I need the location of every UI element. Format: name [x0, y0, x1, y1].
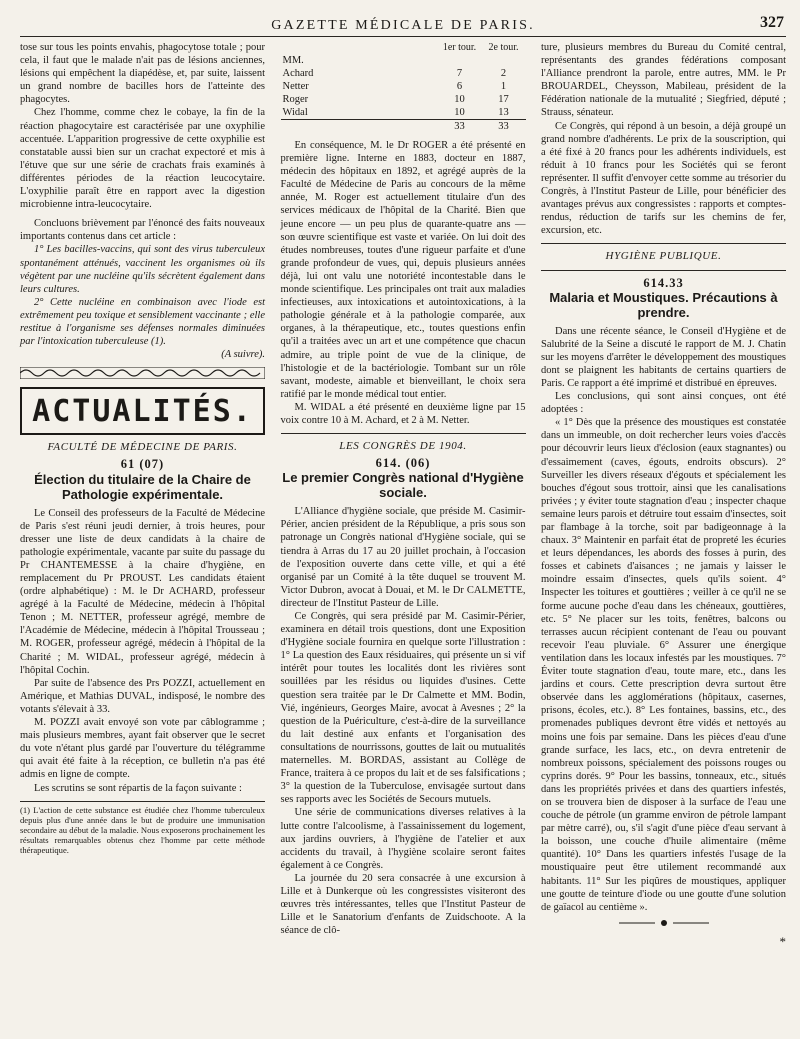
article-number: 61 (07): [120, 457, 165, 472]
ornament-band-icon: [20, 367, 265, 379]
column-left: [20, 41, 265, 948]
vote-total: 33: [482, 120, 526, 134]
divider: [541, 270, 786, 271]
column-header: 2e tour.: [488, 42, 519, 53]
vote-count: 2: [500, 68, 507, 79]
table-row: [281, 67, 526, 80]
table-row: [281, 80, 526, 93]
section-heading: HYGIÈNE PUBLIQUE.: [605, 250, 722, 263]
paragraph: La journée du 20 sera consacrée à une excursion à Lille et à Dunkerque où les congressistes visiteront des œuvres très intéressantes, telles que l'Institut Pasteur de Lille et le Sanatorium d'enfants de Zuidschoote. A la séance de clô-: [280, 872, 526, 937]
paragraph: M. WIDAL a été présenté en deuxième ligne par 15 voix contre 10 à M. Achard, et 2 à M. Netter.: [280, 401, 526, 426]
paragraph: Ce Congrès, qui répond à un besoin, a déjà groupé un grand nombre d'adhérents. Le prix de la souscription, qui a été fixé à 20 francs pour les adhérents individuels, est réduit à 10 francs pour les Sociétés qui se feront représenter. Il suffit d'envoyer cette somme au trésorier du Congrès, à l'Institut Pasteur de Lille, pour bénéficier des avantages prévus aux congressistes : rapports et comptes-rendus, réduction de tarifs sur les chemins de fer, excursion, etc.: [541, 120, 786, 237]
paragraph: ture, plusieurs membres du Bureau du Comité central, représentants des grandes fédérations composant l'Alliance prendront la parole, entre autres, MM. le Pr BROUARDEL, Cheysson, Mabileau, président de la Fédération nationale de la mutualité ; Siegfried, député ; Strauss, sénateur.: [541, 42, 786, 119]
star-mark: *: [779, 933, 786, 949]
paragraph: 1° Les bacilles-vaccins, qui sont des virus tuberculeux spontanément atténués, vaccinent les organismes où ils végètent par une nucléine qu'ils sécrètent également dans leurs cultures.: [20, 244, 265, 295]
vote-count: 13: [498, 107, 509, 118]
paragraph: Une série de communications diverses relatives à la lutte contre l'alcoolisme, à l'assainissement du logement, aux jardins ouvriers, à l'hygiène de l'atelier et aux accidents du travail, à l'hygiène scolaire seront faites également à ce Congrès.: [280, 807, 526, 871]
section-heading: FACULTÉ DE MÉDECINE DE PARIS.: [47, 441, 238, 454]
paragraph: tose sur tous les points envahis, phagocytose totale ; pour cela, il faut que le malade n'ait pas de lésions anciennes, lésions qui empêchent la diapédèse, et, par suite, laissent un grand nombre de bacilles hors de l'atteinte des phagocytes.: [20, 42, 265, 106]
candidate-name: Widal: [282, 107, 308, 118]
vote-count: 10: [454, 94, 465, 105]
journal-title: GAZETTE MÉDICALE DE PARIS.: [271, 18, 535, 33]
continued-note: (A suivre).: [221, 349, 265, 361]
column-middle: [281, 41, 526, 948]
vote-table-header: [281, 41, 526, 54]
paragraph: M. POZZI avait envoyé son vote par câblogramme ; mais plusieurs membres, ayant fait observer que le secret du vote n'étant plus gardé par l'ouverture du télégramme qui avait été faite à la réception, ce bulletin n'a pas été admis en ligne de compte.: [20, 717, 265, 781]
table-row: [281, 54, 526, 67]
vote-count: 1: [500, 81, 507, 92]
candidate-name: Netter: [282, 81, 309, 92]
paragraph: 2° Cette nucléine en combinaison avec l'iode est extrêmement peu toxique et sensiblement vaccinante ; elle restitue à l'organisme ses défenses normales diminuées par l'intoxication tuberculeuse (1).: [20, 296, 265, 348]
divider: [541, 243, 786, 244]
vote-count: [438, 54, 482, 67]
paragraph: Concluons brièvement par l'énoncé des faits nouveaux importants contenus dans cet article :: [20, 218, 265, 243]
article-title: Malaria et Moustiques. Précautions à prendre.: [549, 289, 778, 320]
table-row: [281, 106, 526, 120]
article-number: 614.33: [643, 275, 684, 290]
footnote-text: (1) L'action de cette substance est étudiée chez l'homme tuberculeux depuis plus d'une année dans le but de produire une immunisation secondaire au début de la maladie. Nous exposerons prochainement les résultats remarquables obtenus chez l'homme par cette méthode thérapeutique.: [20, 804, 265, 856]
paragraph: L'Alliance d'hygiène sociale, que préside M. Casimir-Périer, ancien président de la République, a pris sous son patronage un Congrès national d'Hygiène sociale, qui se tiendra à Arras du 17 au 20 juillet prochain, à l'occasion de l'exposition ouverte dans cette ville, et qui a été organisé par un Comité à la tête duquel se trouvent M. Victor Dubron, avocat à Douai, et M. le Dr CALMETTE, directeur de l'Institut Pasteur de Lille.: [280, 506, 526, 609]
column-header: 1er tour.: [442, 42, 477, 53]
vote-count: 10: [454, 107, 465, 118]
paragraph: Dans une récente séance, le Conseil d'Hygiène et de Salubrité de la Seine a discuté le rapport de M. J. Chatin sur les moyens d'arrêter le développement des moustiques dont se plaignent les habitants de certains quartiers de Paris. Ce rapport a été imprimé et distribué en épreuves.: [541, 325, 786, 389]
vote-count: [482, 54, 526, 67]
vote-table: [281, 41, 526, 133]
vote-total: 33: [438, 120, 482, 134]
paragraph: Le Conseil des professeurs de la Faculté de Médecine de Paris s'est réuni jeudi dernier, à trois heures, pour dresser une liste de deux candidats à la chaire de pathologie expérimentale, vacante par suite du passage du Pr CHANTEMESSE à la chaire d'hygiène, en remplacement du Pr PROUST. Les candidats étaient (ordre alphabétique) : M. le Dr ACHARD, professeur agrégé à la Faculté de Médecine, médecin à l'hôpital Tenon ; M. NETTER, professeur agrégé, membre de l'Académie de Médecine, médecin à l'hôpital Trousseau ; M. ROGER, professeur agrégé, médecin à l'hôpital de la Charité ; M. WIDAL, professeur agrégé, médecin à l'hôpital Cochin.: [20, 507, 265, 676]
table-total-row: [281, 120, 526, 134]
article-title: Le premier Congrès national d'Hygiène sociale.: [282, 470, 524, 501]
vote-count: 17: [498, 94, 509, 105]
table-row: [281, 93, 526, 106]
vote-count: 6: [456, 81, 463, 92]
vote-count: 7: [456, 68, 463, 79]
page-header: [20, 8, 786, 37]
article-title: Élection du titulaire de la Chaire de Pathologie expérimentale.: [34, 471, 251, 502]
article-number: 614. (06): [375, 456, 431, 471]
decorative-border: [20, 367, 265, 383]
footnote: [20, 801, 265, 856]
paragraph: « 1° Dès que la présence des moustiques est constatée dans un immeuble, on doit rechercher leurs voies d'accès pour découvrir leurs lieux d'éclosion (eaux stagnantes) ou d'essaimement (caves, égouts, endroits obscurs). 2° Surveiller les divers réseaux d'égouts et spécialement les bouches d'égout sous trottoir, ainsi que les canalisations privées ; y éviter toute stagnation d'eau ; inspecter chaque semaine leurs parois et détruire tout essaim d'insectes, soit par flambage à la torche, soit par badigeonnage à la chaux. 3° Maintenir en parfait état de propreté les écuries et leurs dépendances, les abords des fosses à purin, des fosses et cabinets d'aisances ; ne jamais y laisser le moindre essaim d'insectes, quels qu'ils soient. 4° Inspecter les toitures et gouttières ; veiller à ce qu'il ne se forme aucune poche d'eau dans les chéneaux, gouttières, etc. 5° Ne placer sur les toits, fenêtres, balcons ou terrasses aucun récipient contenant de l'eau ou pouvant recevoir l'eau pluviale. 6° Assurer une énergique ventilation dans les locaux infestés par les moustiques. 7° Éviter toute stagnation d'eau, toute mare, etc., dans les jardins et cours. Cette prescription devra surtout être observée dans les agglomérations (hôpitaux, casernes, prisons, écoles, etc.). 8° Les fontaines, bassins, etc., des promenades publiques devront être vidés et nettoyés au moins une fois par semaine. Dans les pièces d'eau d'une grande surface, les lacs, etc., on devra entretenir de nombreux poissons, spécialement des poissons rouges ou cyprins dorés. 9° Pour les bassins, tonneaux, etc., situés dans les propriétés privées et dans des quartiers infestés, on se trouvera bien de disposer à la surface de l'eau une couche de pétrole (un gramme environ de pétrole lampant par mètre carré), ou, s'il s'agit d'une pièce d'eau servant à la boisson, une couche d'huile alimentaire (même quantité). 10° Dans les quartiers infestés l'usage de la moustiquaire peut être utilement recommandé aux habitants. 11° Sur les piqûres de moustiques, appliquer une goutte de teinture d'iode ou une goutte d'une solution de gaïacol au centième ».: [541, 417, 786, 913]
candidate-name: Roger: [282, 94, 309, 105]
candidate-name: Achard: [282, 68, 314, 79]
actualites-banner: [20, 387, 265, 435]
paragraph: Chez l'homme, comme chez le cobaye, la fin de la réaction phagocytaire est caractérisée par une oxyphilie accentuée. L'apparition progressive de cette oxyphilie est constatable aussi bien sur un crachat expectoré et mis à l'étuve que sur une série de crachats frais examinés à différentes périodes de la réaction leucocytaire. L'oxyphilie paraît être en rapport avec la digestion microbienne intra-leucocytaire.: [20, 107, 265, 211]
paragraph: Les conclusions, qui sont ainsi conçues, ont été adoptées :: [541, 391, 786, 416]
section-banner-title: ACTUALITÉS.: [32, 394, 253, 430]
paragraph: Par suite de l'absence des Prs POZZI, actuellement en Amérique, et Mathias DUVAL, indisposé, le nombre des votants s'élevait à 33.: [20, 677, 265, 715]
candidate-name: MM.: [282, 55, 304, 66]
end-ornament: [541, 918, 786, 931]
section-heading: LES CONGRÈS DE 1904.: [339, 440, 467, 453]
flourish-icon: [619, 919, 709, 927]
divider: [281, 433, 526, 434]
page-number: 327: [760, 14, 784, 31]
paragraph: Les scrutins se sont répartis de la façon suivante :: [34, 782, 242, 794]
paragraph: En conséquence, M. le Dr ROGER a été présenté en première ligne. Interne en 1883, docteur en 1887, médecin des hôpitaux en 1892, et agrégé auprès de la Faculté de Médecine de Paris au concours de la même année, M. Roger est actuellement titulaire d'un des services médicaux de l'hôpital de la Charité. Bien que jeune encore — un peu plus de quarante-quatre ans — son œuvre scientifique est vaste et variée. On lui doit des études nombreuses, toutes d'une rigueur parfaite et d'une grande profondeur de vues, qui, depuis plusieurs années déjà, lui ont valu une notoriété incontestable dans le monde scientifique. Les principales ont trait aux maladies infectieuses, aux intoxications et autointoxications, à la pathologie générale et à la pathologie comparée, aux organes, à la thérapeutique, etc., toutes questions enfin qu'il a traitées avec un art et une compétence que chacun admire, au triple point de vue de la clinique, de l'histologie et de la bactériologie. Tombant sur un rôle savant, modeste, aimable et bienveillant, le choix sera ratifié par le monde médical tout entier.: [280, 140, 526, 400]
columns: [20, 41, 786, 948]
paragraph: Ce Congrès, qui sera présidé par M. Casimir-Périer, examinera en détail trois questions, dont une Exposition d'Hygiène sociale fournira en quelque sorte l'illustration : 1° La question des Eaux résiduaires, qui présente un si vif intérêt pour toutes les localités dont les rivières sont souillées par les résidus ou liquides d'usines. Cette question sera traitée par le Dr Calmette et MM. Bodin, Vié, ingénieurs, Georges Maire, avocat à Avesnes ; 2° la question de la Puériculture, c'est-à-dire de la surveillance du lait destiné aux enfants et l'organisation des consultations de nourrissons, gouttes de lait ou mutualités maternelles. M. BORDAS, assistant au Collège de France, traitera à ce propos du lait et de ses falsifications ; 3° la question de la Tuberculose, envisagée surtout dans ses rapports avec les Sociétés de Secours mutuels.: [280, 611, 526, 806]
column-right: [541, 41, 786, 948]
